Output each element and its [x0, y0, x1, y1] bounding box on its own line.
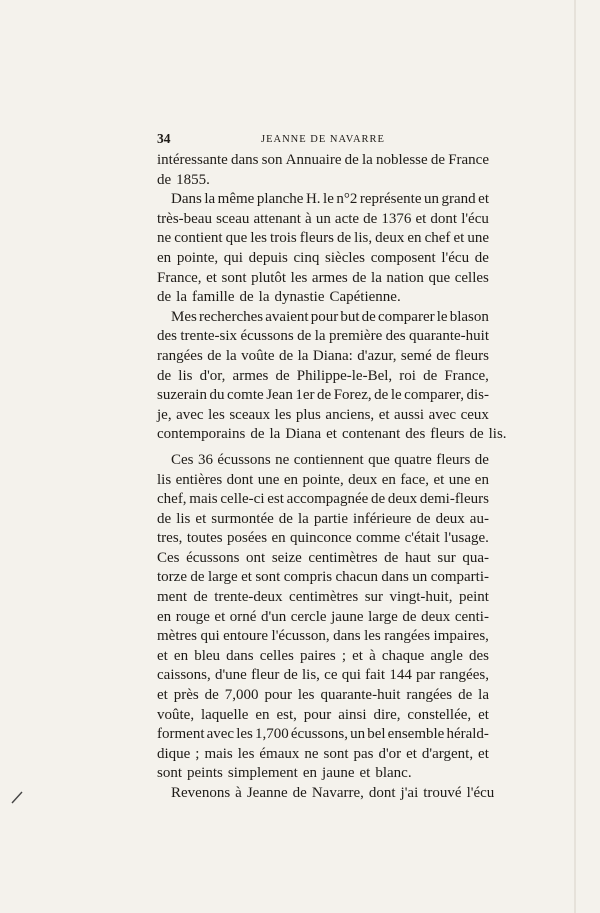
- text-line: et près de 7,000 pour les quarante-huit rangées de la: [157, 687, 489, 704]
- text-line: rangées de la voûte de la Diana: d'azur, semé de fleurs: [157, 347, 489, 364]
- text-line: je, avec les sceaux les plus anciens, et aussi avec ceux: [157, 406, 489, 423]
- text-line: en pointe, qui depuis cinq siècles composent l'écu de: [157, 249, 489, 266]
- text-line: intéressante dans son Annuaire de la noblesse de France: [157, 152, 489, 168]
- text-line: et en bleu dans celles paires ; et à chaque angle des: [157, 647, 489, 664]
- running-head: [157, 131, 489, 147]
- text-line: Mes recherches avaient pour but de comparer le blason: [171, 308, 489, 325]
- text-line: de 1855.: [157, 171, 210, 188]
- text-line: forment avec les 1,700 écussons, un bel ensemble hérald-: [157, 726, 489, 743]
- text-line: ne contient que les trois fleurs de lis, deux en chef et une: [157, 230, 489, 247]
- text-line: des trente-six écussons de la première des quarante-huit: [157, 328, 489, 345]
- text-line: dique ; mais les émaux ne sont pas d'or et d'argent, et: [157, 745, 489, 762]
- text-line: contemporains de la Diana et contenant des fleurs de lis.: [157, 426, 507, 443]
- text-line: de lis d'or, armes de Philippe-le-Bel, roi de France,: [157, 367, 489, 384]
- text-line: chef, mais celle-ci est accompagnée de deux demi-fleurs: [157, 491, 489, 508]
- text-line: mètres qui entoure l'écusson, dans les rangées impaires,: [157, 628, 489, 645]
- text-line: de la famille de la dynastie Capétienne.: [157, 289, 401, 306]
- text-line: caissons, d'une fleur de lis, ce qui fait 144 par rangées,: [157, 667, 489, 684]
- text-line: ment de trente-deux centimètres sur vingt-huit, peint: [157, 589, 489, 606]
- text-line: en rouge et orné d'un cercle jaune large de deux centi-: [157, 608, 489, 625]
- text-line: lis entières dont une en pointe, deux en face, et une en: [157, 471, 489, 488]
- text-line: Ces 36 écussons ne contiennent que quatre fleurs de: [171, 451, 489, 468]
- pencil-mark: [12, 792, 22, 803]
- text-line: France, et sont plutôt les armes de la nation que celles: [157, 269, 489, 286]
- text-line: voûte, laquelle en est, pour ainsi dire, constellée, et: [157, 706, 489, 723]
- text-line: Dans la même planche H. le n°2 représente un grand et: [171, 191, 489, 208]
- page-number: 34: [157, 131, 171, 146]
- text-line: de lis et surmontée de la partie inférieure de deux au-: [157, 510, 489, 527]
- text-line: suzerain du comte Jean 1er de Forez, de le comparer, dis-: [157, 387, 489, 404]
- text-line: sont peints simplement en jaune et blanc.: [157, 765, 412, 782]
- text-line: très-beau sceau attenant à un acte de 1376 et dont l'écu: [157, 210, 489, 227]
- text-line: Revenons à Jeanne de Navarre, dont j'ai trouvé l'écu: [171, 785, 495, 801]
- text-line: torze de large et sont compris chacun dans un comparti-: [157, 569, 489, 586]
- text-line: tres, toutes posées en quinconce comme c'était l'usage.: [157, 530, 489, 547]
- running-title: JEANNE DE NAVARRE: [261, 134, 385, 145]
- body-text: [157, 151, 507, 804]
- text-line: Ces écussons ont seize centimètres de haut sur qua-: [157, 549, 489, 566]
